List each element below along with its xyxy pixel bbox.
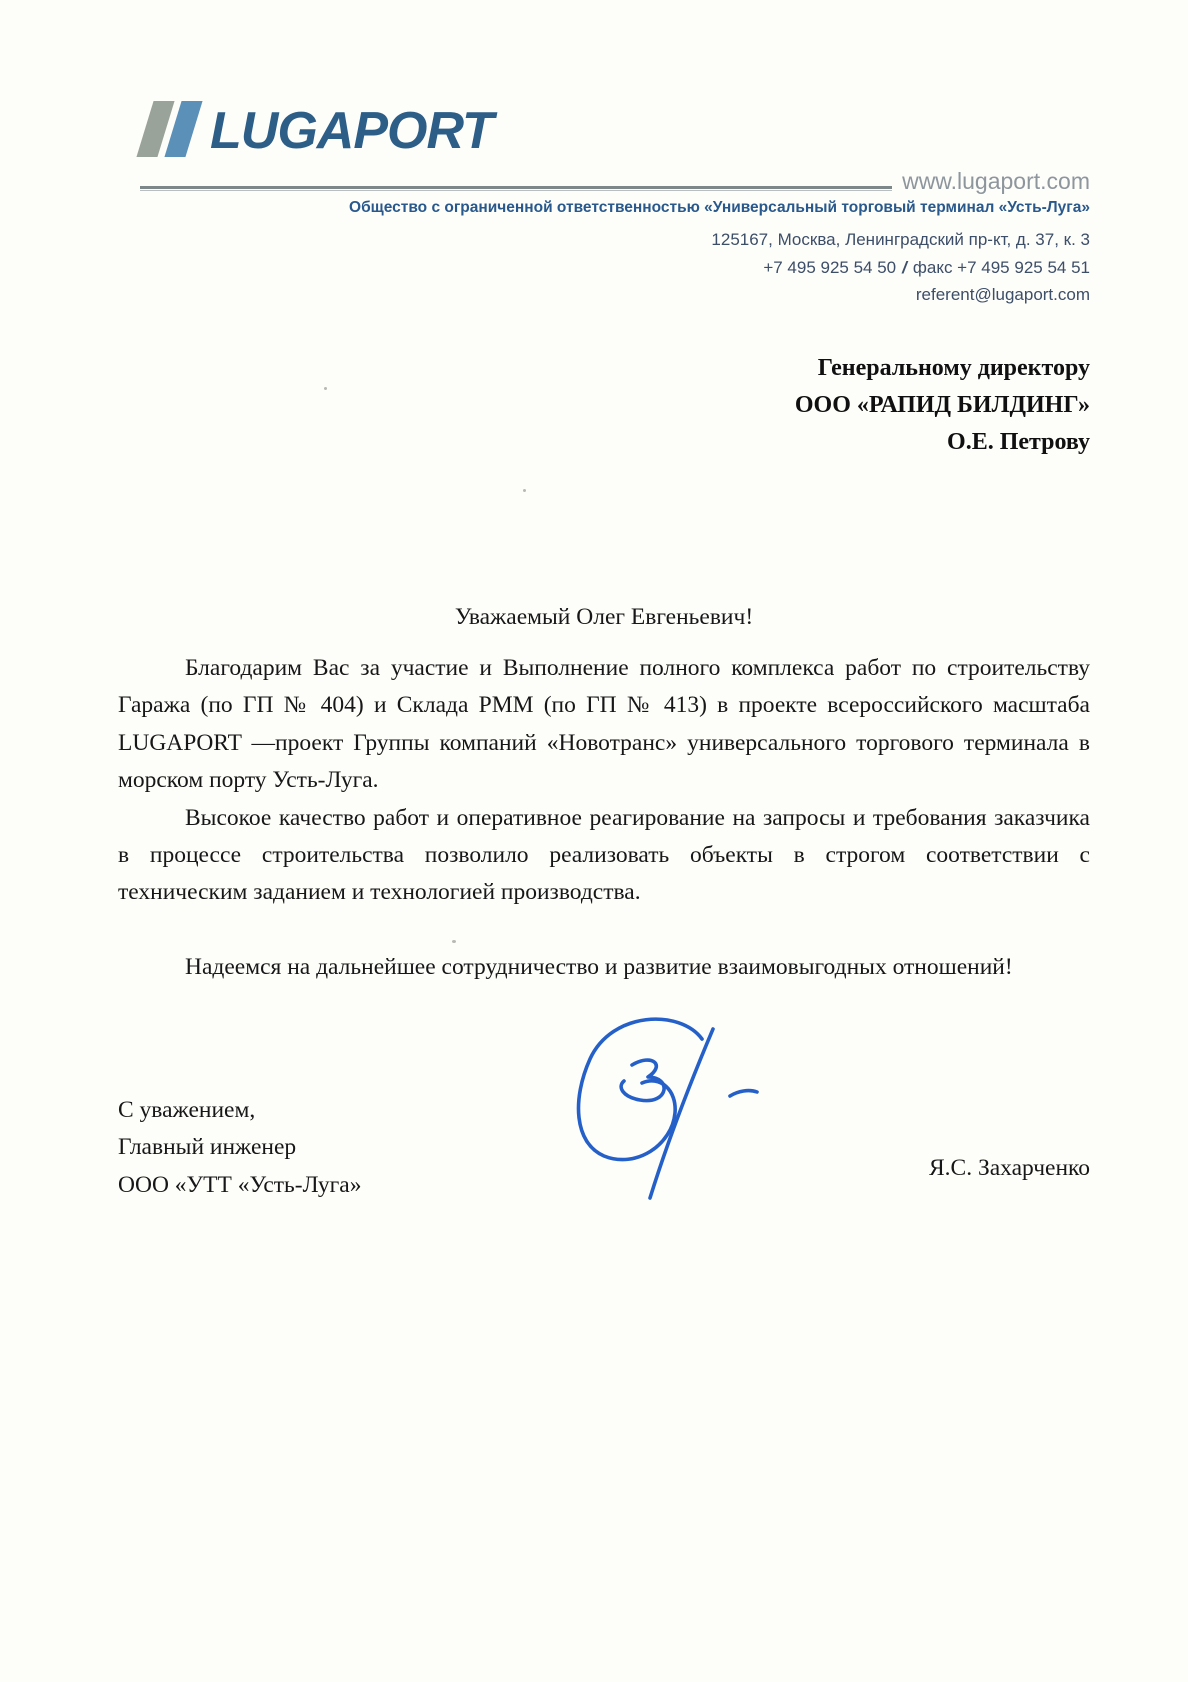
contact-block xyxy=(711,226,1090,309)
signer-title: Главный инженер xyxy=(118,1134,297,1161)
header-divider-shadow xyxy=(140,190,892,191)
postal-address: 125167, Москва, Ленинградский пр-кт, д. 37, к. 3 xyxy=(711,230,1090,249)
logo-wordmark: LUGAPORT xyxy=(210,102,493,160)
body-paragraph-1: Благодарим Вас за участие и Выполнение полного комплекса работ по строительству Гаража (по ГП № 404) и Склада РММ (по ГП № 413) в проекте всероссийского масштаба LUGAPORT —проект Группы компаний «Новотранс» универсального торгового терминала в морском порту Усть-Луга. xyxy=(118,655,1090,794)
closing-regards: С уважением, xyxy=(118,1097,256,1123)
body-paragraph-3: Надеемся на дальнейшее сотрудничество и развитие взаимовыгодных отношений! xyxy=(185,953,1013,980)
body-paragraph-2: Высокое качество работ и оперативное реагирование на запросы и требования заказчика в процессе строительства позволило реализовать объекты в строгом соответствии с техническим заданием и технологией производства. xyxy=(118,804,1090,906)
signer-company: ООО «УТТ «Усть-Луга» xyxy=(118,1171,362,1198)
closing-block xyxy=(118,1092,362,1204)
header-divider xyxy=(140,186,892,189)
signer-name: Я.С. Захарченко xyxy=(928,1155,1090,1181)
recipient-position: Генеральному директору xyxy=(817,355,1090,381)
email-address: referent@lugaport.com xyxy=(915,285,1090,304)
phone-fax-separator: / xyxy=(902,257,907,277)
recipient-block xyxy=(795,350,1090,461)
company-logo xyxy=(145,101,493,159)
logo-bars-icon xyxy=(145,101,194,157)
phone-number: +7 495 925 54 50 xyxy=(763,257,897,277)
scan-artifact xyxy=(523,489,526,492)
salutation: Уважаемый Олег Евгеньевич! xyxy=(454,604,754,630)
recipient-company: ООО «РАПИД БИЛДИНГ» xyxy=(794,392,1090,418)
website-url: www.lugaport.com xyxy=(902,168,1090,194)
company-full-name: Общество с ограниченной ответственностью «Универсальный торговый терминал «Усть-Луга» xyxy=(349,199,1090,216)
scan-artifact xyxy=(452,940,456,943)
scan-artifact xyxy=(324,387,327,390)
fax-number: факс +7 495 925 54 51 xyxy=(912,257,1090,277)
handwritten-signature xyxy=(552,993,767,1203)
phone-fax-line xyxy=(711,254,1090,282)
recipient-person: О.Е. Петрову xyxy=(947,429,1090,455)
letter-body xyxy=(118,604,1090,986)
